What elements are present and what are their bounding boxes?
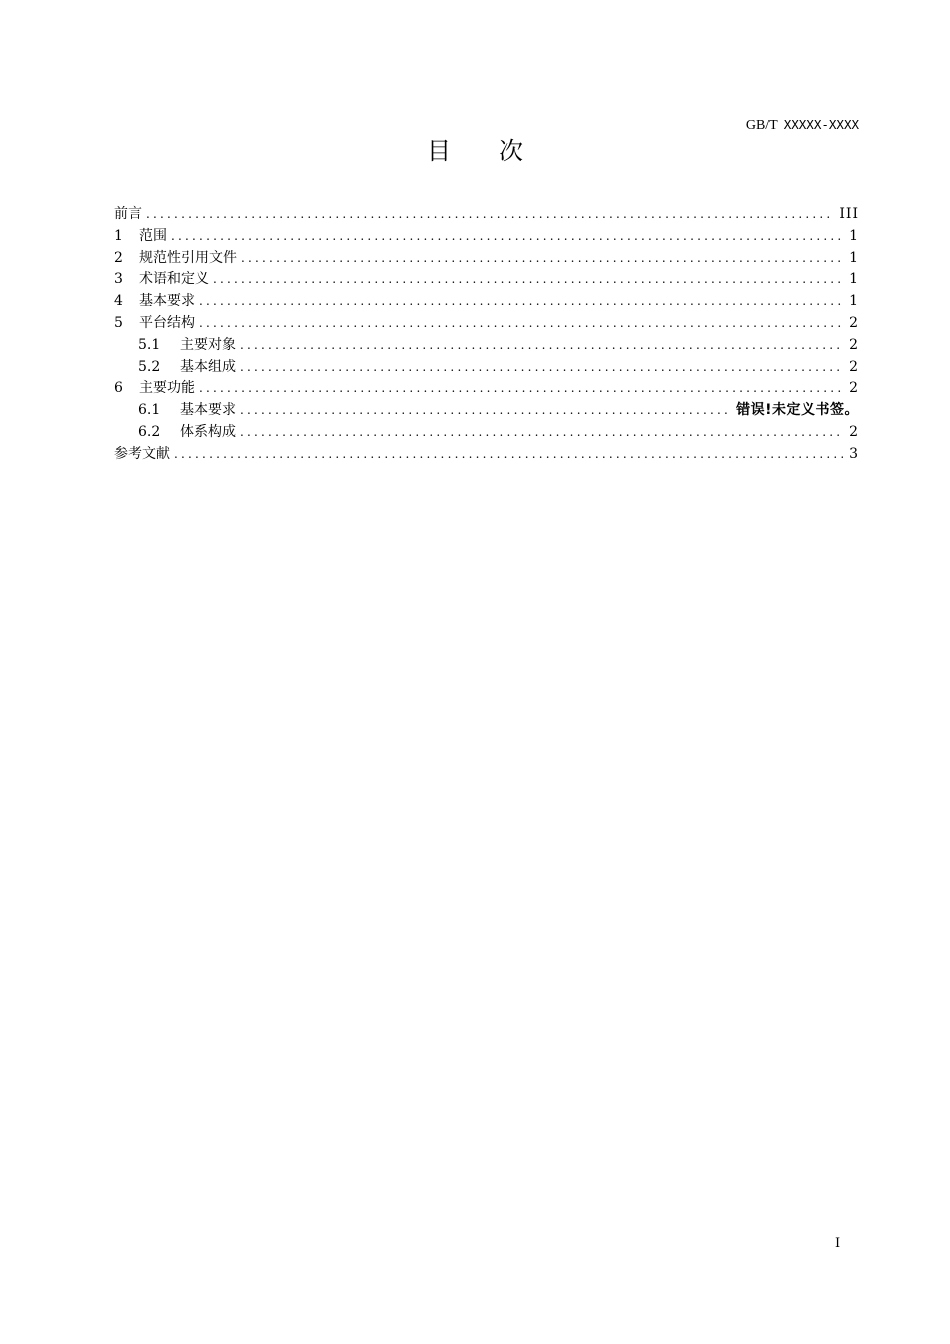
toc-entry-number: 3 — [114, 271, 123, 288]
toc-entry-label: 主要功能 — [139, 380, 195, 397]
page-title — [0, 136, 950, 166]
standard-prefix: GB/T — [745, 118, 778, 133]
toc-entry-platform-structure[interactable] — [114, 313, 859, 335]
toc-entry-bibliography[interactable] — [114, 444, 859, 466]
toc-entry-page: 1 — [849, 271, 859, 288]
toc-entry-foreword[interactable] — [114, 204, 859, 226]
toc-entry-terms-definitions[interactable] — [114, 269, 859, 291]
toc-leader-dots — [199, 291, 843, 313]
toc-entry-number: 1 — [114, 227, 123, 244]
toc-leader-dots — [240, 400, 730, 422]
toc-entry-number: 2 — [114, 249, 123, 266]
toc-entry-label: 术语和定义 — [139, 271, 209, 288]
standard-number: XXXXX-XXXX — [783, 117, 859, 132]
toc-entry-page: 1 — [849, 293, 859, 310]
toc-entry-number: 6.1 — [138, 402, 161, 419]
toc-leader-dots — [174, 444, 843, 466]
toc-entry-system-composition[interactable] — [114, 422, 859, 444]
toc-entry-label: 主要对象 — [180, 336, 236, 353]
toc-entry-basic-composition[interactable] — [114, 357, 859, 379]
toc-leader-dots — [199, 313, 843, 335]
toc-entry-function-basic-requirements[interactable] — [114, 400, 859, 422]
title-char-1: 目 — [427, 137, 451, 165]
toc-entry-number: 6 — [114, 380, 123, 397]
toc-leader-dots — [240, 422, 843, 444]
toc-leader-dots — [199, 378, 843, 400]
toc-entry-label: 范围 — [139, 227, 167, 244]
toc-leader-dots — [146, 204, 833, 226]
toc-entry-label: 规范性引用文件 — [139, 249, 237, 266]
toc-entry-normative-references[interactable] — [114, 248, 859, 270]
toc-leader-dots — [241, 248, 843, 270]
toc-entry-label: 基本组成 — [180, 358, 236, 375]
toc-entry-number: 5.2 — [138, 358, 161, 375]
toc-entry-page: 2 — [849, 358, 859, 375]
toc-entry-page: 1 — [849, 227, 859, 244]
toc-entry-bookmark-error: 错误!未定义书签。 — [736, 402, 859, 419]
toc-leader-dots — [213, 269, 843, 291]
toc-entry-scope[interactable] — [114, 226, 859, 248]
document-code — [746, 116, 859, 135]
toc-leader-dots — [171, 226, 843, 248]
toc-entry-page: 2 — [849, 336, 859, 353]
toc-entry-number: 5 — [114, 314, 123, 331]
toc-entry-label: 基本要求 — [180, 402, 236, 419]
title-char-2: 次 — [499, 137, 523, 165]
toc-entry-main-functions[interactable] — [114, 378, 859, 400]
toc-leader-dots — [240, 335, 843, 357]
table-of-contents — [114, 204, 859, 466]
toc-entry-label: 体系构成 — [180, 423, 236, 440]
toc-entry-number: 6.2 — [138, 423, 161, 440]
toc-entry-main-objects[interactable] — [114, 335, 859, 357]
toc-entry-page: 2 — [849, 423, 859, 440]
toc-entry-label: 前言 — [114, 206, 142, 222]
toc-entry-label: 参考文献 — [114, 445, 170, 462]
toc-entry-page: 1 — [849, 249, 859, 266]
toc-entry-page: 2 — [849, 380, 859, 397]
toc-entry-number: 4 — [114, 293, 123, 310]
page-number: I — [835, 1236, 841, 1251]
toc-entry-label: 基本要求 — [139, 293, 195, 310]
toc-leader-dots — [240, 357, 843, 379]
toc-entry-page: III — [839, 206, 859, 222]
toc-entry-basic-requirements[interactable] — [114, 291, 859, 313]
toc-entry-label: 平台结构 — [139, 314, 195, 331]
toc-entry-page: 2 — [849, 314, 859, 331]
toc-entry-page: 3 — [849, 445, 859, 462]
toc-entry-number: 5.1 — [138, 336, 161, 353]
